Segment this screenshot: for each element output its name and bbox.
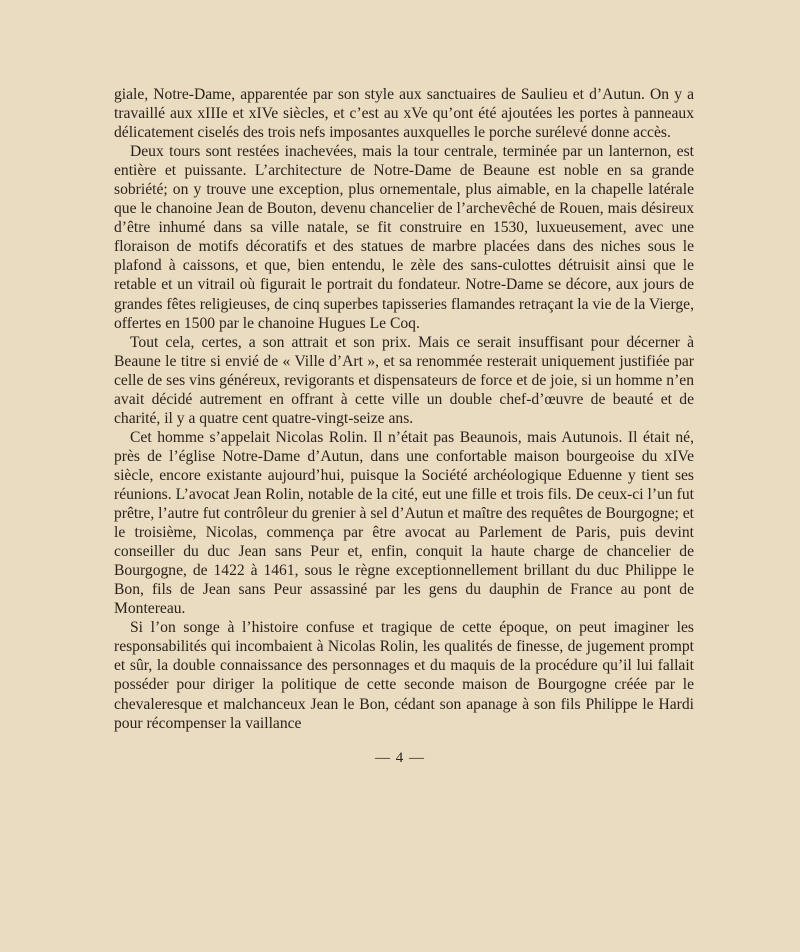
paragraph-1: giale, Notre-Dame, apparentée par son style aux sanctuaires de Saulieu et d’Autun. On y a travaillé aux xIIIe et xIVe siècles, et c’est au xVe qu’ont été ajoutées les portes à panneaux délicatement ciselés des trois nefs imposantes auxquelles le porche surélevé donne accès. <box>114 86 694 142</box>
paragraph-5: Si l’on songe à l’histoire confuse et tragique de cette époque, on peut imaginer les responsabilités qui incombaient à Nicolas Rolin, les qualités de finesse, de jugement prompt et sûr, la double connaissance des personnages et du maquis de la procédure qu’il lui fallait posséder pour diriger la politique de cette seconde maison de Bourgogne créée par le chevaleresque et malchanceux Jean le Bon, cédant son apanage à son fils Philippe le Hardi pour récompenser la vaillance <box>114 619 694 732</box>
paragraph-4: Cet homme s’appelait Nicolas Rolin. Il n’était pas Beaunois, mais Autunois. Il était né, près de l’église Notre-Dame d’Autun, dans une confortable maison bourgeoise du xIVe siècle, encore existante aujourd’hui, puisque la Société archéologique Eduenne y tient ses réunions. L’avocat Jean Rolin, notable de la cité, eut une fille et trois fils. De ceux-ci l’un fut prêtre, l’autre fut contrôleur du grenier à sel d’Autun et maître des requêtes de Bourgogne; et le troisième, Nicolas, commença par être avocat au Parlement de Paris, puis devint conseiller du duc Jean sans Peur et, enfin, conquit la haute charge de chancelier de Bourgogne, de 1422 à 1461, sous le règne exceptionnellement brillant du duc Philippe le Bon, fils de Jean sans Peur assassiné par les gens du dauphin de France au pont de Montereau. <box>114 428 694 618</box>
page-number: — 4 — <box>375 750 425 766</box>
body-text <box>114 85 694 733</box>
paragraph-3: Tout cela, certes, a son attrait et son prix. Mais ce serait insuffisant pour décerner à Beaune le titre si envié de « Ville d’Art », et sa renommée resterait uniquement justifiée par celle de ses vins généreux, revigorants et dispensateurs de force et de joie, si un homme n’en avait décidé autrement en offrant à cette ville un double chef-d’œuvre de beauté et de charité, il y a quatre cent quatre-vingt-seize ans. <box>114 333 694 427</box>
paragraph-2: Deux tours sont restées inachevées, mais la tour centrale, terminée par un lanternon, est entière et puissante. L’architecture de Notre-Dame de Beaune est noble en sa grande sobriété; on y trouve une exception, plus ornementale, plus aimable, en la chapelle latérale que le chanoine Jean de Bouton, devenu chancelier de l’archevêché de Rouen, mais désireux d’être inhumé dans sa ville natale, se fit construire en 1530, luxueusement, avec une floraison de motifs décoratifs et des statues de marbre placées dans des niches sous le plafond à caissons, et que, bien entendu, le zèle des sans-culottes détruisit ainsi que le retable et un vitrail où figurait le portrait du fondateur. Notre-Dame se décore, aux jours de grandes fêtes religieuses, de cinq superbes tapisseries flamandes retraçant la vie de la Vierge, offertes en 1500 par le chanoine Hugues Le Coq. <box>114 143 694 332</box>
